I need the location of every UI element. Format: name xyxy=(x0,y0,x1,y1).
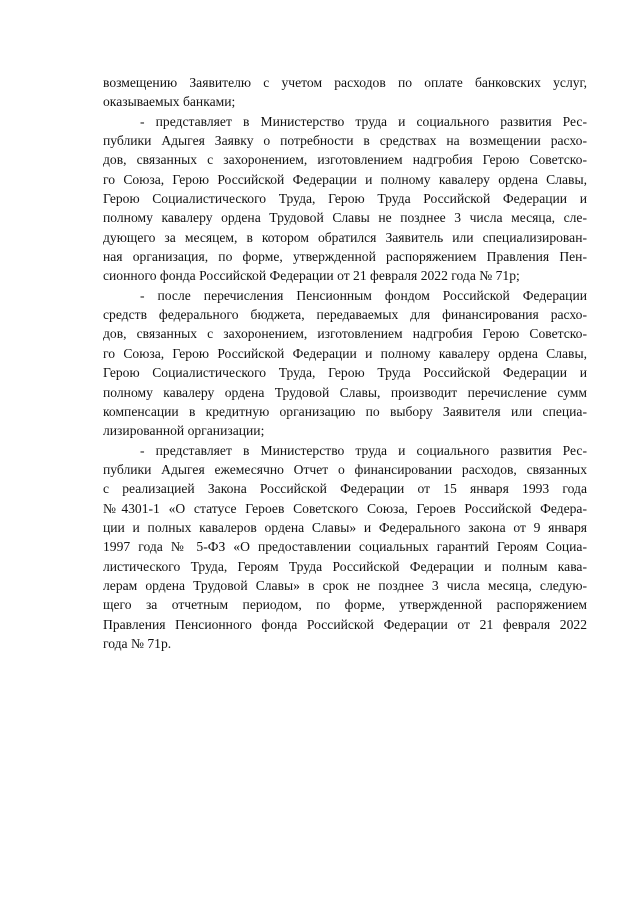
document-line: компенсации в кредитную организацию по выбору Заявителя или специа- xyxy=(103,403,587,419)
document-line: листического Труда, Героям Труда Российской Федерации и полным кава- xyxy=(103,558,587,574)
document-line: щего за отчетным периодом, по форме, утвержденной распоряжением xyxy=(103,597,587,613)
document-line: лизированной организации; xyxy=(103,423,265,439)
document-line: - после перечисления Пенсионным фондом Российской Федерации xyxy=(140,287,587,303)
document-line: Правления Пенсионного фонда Российской Федерации от 21 февраля 2022 xyxy=(103,616,587,632)
document-line: ная организация, по форме, утвержденной распоряжением Правления Пен- xyxy=(103,249,587,265)
document-line: полному кавалеру ордена Трудовой Славы, производит перечисление сумм xyxy=(103,384,587,400)
document-line: сионного фонда Российской Федерации от 21 февраля 2022 года № 71р; xyxy=(103,268,520,284)
document-line: Герою Социалистического Труда, Герою Труда Российской Федерации и xyxy=(103,191,587,207)
document-line: №4301-1 «О статусе Героев Советского Союза, Героев Российской Федера- xyxy=(103,500,587,516)
document-line: дов, связанных с захоронением, изготовлением надгробия Герою Советско- xyxy=(103,152,587,168)
document-line: публики Адыгея Заявку о потребности в средствах на возмещении расхо- xyxy=(103,133,587,149)
document-line: возмещению Заявителю с учетом расходов по оплате банковских услуг, xyxy=(103,75,587,90)
document-line: дующего за месяцем, в котором обратился Заявитель или специализирован- xyxy=(103,229,587,245)
document-line: лерам ордена Трудовой Славы» в срок не позднее 3 числа месяца, следую- xyxy=(103,577,587,593)
document-line: го Союза, Герою Российской Федерации и полному кавалеру ордена Славы, xyxy=(103,345,587,361)
document-line: оказываемых банками; xyxy=(103,94,236,110)
document-line: дов, связанных с захоронением, изготовлением надгробия Герою Советско- xyxy=(103,326,587,342)
document-line: с реализацией Закона Российской Федерации от 15 января 1993 года xyxy=(103,481,587,497)
document-line: - представляет в Министерство труда и социального развития Рес- xyxy=(140,113,587,129)
document-line: - представляет в Министерство труда и социального развития Рес- xyxy=(140,442,587,458)
document-line: полному кавалеру ордена Трудовой Славы не позднее 3 числа месяца, сле- xyxy=(103,210,587,226)
document-line: Герою Социалистического Труда, Герою Труда Российской Федерации и xyxy=(103,365,587,381)
document-line: 1997 года № 5-ФЗ «О предоставлении социальных гарантий Героям Социа- xyxy=(103,539,587,555)
document-line: публики Адыгея ежемесячно Отчет о финансировании расходов, связанных xyxy=(103,461,587,477)
document-line: ции и полных кавалеров ордена Славы» и Федерального закона от 9 января xyxy=(103,519,587,535)
document-line: го Союза, Герою Российской Федерации и полному кавалеру ордена Славы, xyxy=(103,171,587,187)
document-body xyxy=(103,73,587,653)
document-line: года № 71р. xyxy=(103,635,172,651)
document-line: средств федерального бюджета, передаваемых для финансирования расхо- xyxy=(103,307,587,323)
